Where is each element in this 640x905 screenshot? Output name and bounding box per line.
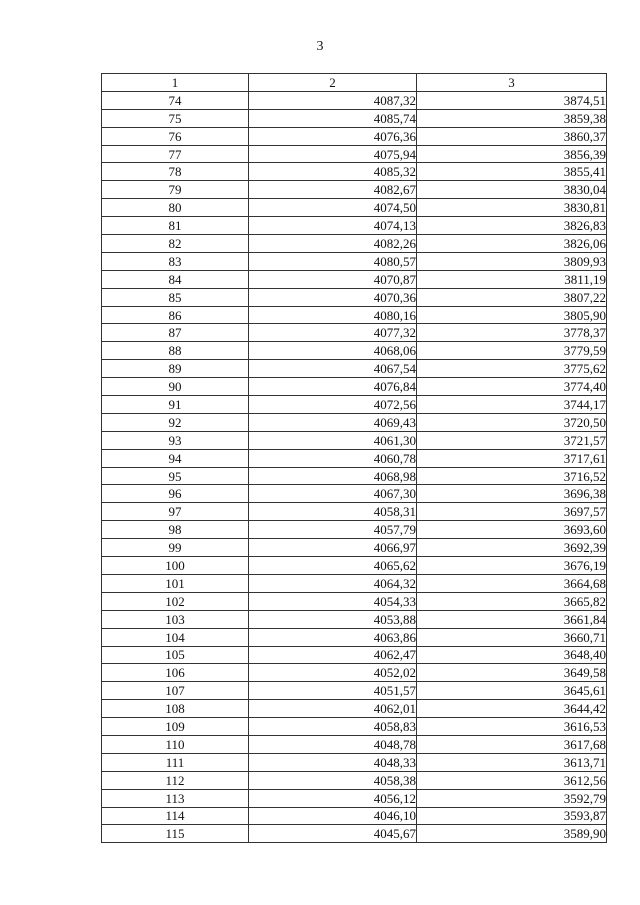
y-coordinate-cell: 3696,38: [417, 485, 607, 503]
y-coordinate-cell: 3616,53: [417, 718, 607, 736]
coordinates-table: [101, 73, 607, 843]
column-header-1: 1: [102, 74, 249, 92]
point-number-cell: 98: [102, 521, 249, 539]
y-coordinate-cell: 3774,40: [417, 378, 607, 396]
column-header-2: 2: [249, 74, 417, 92]
table-row: [102, 735, 607, 753]
y-coordinate-cell: 3830,04: [417, 181, 607, 199]
y-coordinate-cell: 3830,81: [417, 199, 607, 217]
x-coordinate-cell: 4060,78: [249, 449, 417, 467]
table-row: [102, 700, 607, 718]
y-coordinate-cell: 3779,59: [417, 342, 607, 360]
x-coordinate-cell: 4085,74: [249, 109, 417, 127]
table-row: [102, 252, 607, 270]
x-coordinate-cell: 4074,50: [249, 199, 417, 217]
point-number-cell: 106: [102, 664, 249, 682]
x-coordinate-cell: 4058,83: [249, 718, 417, 736]
y-coordinate-cell: 3811,19: [417, 270, 607, 288]
y-coordinate-cell: 3693,60: [417, 521, 607, 539]
x-coordinate-cell: 4058,31: [249, 503, 417, 521]
x-coordinate-cell: 4066,97: [249, 539, 417, 557]
y-coordinate-cell: 3778,37: [417, 324, 607, 342]
x-coordinate-cell: 4056,12: [249, 789, 417, 807]
point-number-cell: 100: [102, 557, 249, 575]
x-coordinate-cell: 4082,67: [249, 181, 417, 199]
x-coordinate-cell: 4072,56: [249, 396, 417, 414]
page-number: 3: [316, 39, 324, 54]
y-coordinate-cell: 3645,61: [417, 682, 607, 700]
table-row: [102, 664, 607, 682]
x-coordinate-cell: 4061,30: [249, 431, 417, 449]
point-number-cell: 97: [102, 503, 249, 521]
y-coordinate-cell: 3874,51: [417, 91, 607, 109]
point-number-cell: 91: [102, 396, 249, 414]
point-number-cell: 108: [102, 700, 249, 718]
point-number-cell: 93: [102, 431, 249, 449]
y-coordinate-cell: 3809,93: [417, 252, 607, 270]
y-coordinate-cell: 3807,22: [417, 288, 607, 306]
y-coordinate-cell: 3859,38: [417, 109, 607, 127]
y-coordinate-cell: 3717,61: [417, 449, 607, 467]
table-row: [102, 324, 607, 342]
point-number-cell: 84: [102, 270, 249, 288]
point-number-cell: 86: [102, 306, 249, 324]
table-row: [102, 145, 607, 163]
y-coordinate-cell: 3676,19: [417, 557, 607, 575]
x-coordinate-cell: 4064,32: [249, 574, 417, 592]
table-row: [102, 539, 607, 557]
table-row: [102, 807, 607, 825]
table-row: [102, 521, 607, 539]
table-row: [102, 217, 607, 235]
x-coordinate-cell: 4046,10: [249, 807, 417, 825]
y-coordinate-cell: 3775,62: [417, 360, 607, 378]
table-row: [102, 753, 607, 771]
point-number-cell: 102: [102, 592, 249, 610]
y-coordinate-cell: 3744,17: [417, 396, 607, 414]
point-number-cell: 90: [102, 378, 249, 396]
point-number-cell: 110: [102, 735, 249, 753]
table-row: [102, 413, 607, 431]
point-number-cell: 85: [102, 288, 249, 306]
y-coordinate-cell: 3589,90: [417, 825, 607, 843]
x-coordinate-cell: 4068,98: [249, 467, 417, 485]
x-coordinate-cell: 4074,13: [249, 217, 417, 235]
y-coordinate-cell: 3665,82: [417, 592, 607, 610]
table-row: [102, 235, 607, 253]
table-row: [102, 718, 607, 736]
table-body: [102, 91, 607, 842]
x-coordinate-cell: 4067,30: [249, 485, 417, 503]
point-number-cell: 82: [102, 235, 249, 253]
x-coordinate-cell: 4052,02: [249, 664, 417, 682]
point-number-cell: 88: [102, 342, 249, 360]
y-coordinate-cell: 3826,83: [417, 217, 607, 235]
y-coordinate-cell: 3805,90: [417, 306, 607, 324]
table-header-row: [102, 74, 607, 92]
x-coordinate-cell: 4045,67: [249, 825, 417, 843]
y-coordinate-cell: 3721,57: [417, 431, 607, 449]
point-number-cell: 101: [102, 574, 249, 592]
table-row: [102, 592, 607, 610]
point-number-cell: 103: [102, 610, 249, 628]
y-coordinate-cell: 3697,57: [417, 503, 607, 521]
y-coordinate-cell: 3860,37: [417, 127, 607, 145]
y-coordinate-cell: 3856,39: [417, 145, 607, 163]
column-header-3: 3: [417, 74, 607, 92]
point-number-cell: 105: [102, 646, 249, 664]
table-row: [102, 682, 607, 700]
x-coordinate-cell: 4070,87: [249, 270, 417, 288]
point-number-cell: 94: [102, 449, 249, 467]
x-coordinate-cell: 4067,54: [249, 360, 417, 378]
y-coordinate-cell: 3593,87: [417, 807, 607, 825]
point-number-cell: 92: [102, 413, 249, 431]
point-number-cell: 78: [102, 163, 249, 181]
table-row: [102, 485, 607, 503]
x-coordinate-cell: 4082,26: [249, 235, 417, 253]
x-coordinate-cell: 4063,86: [249, 628, 417, 646]
y-coordinate-cell: 3716,52: [417, 467, 607, 485]
table-row: [102, 360, 607, 378]
x-coordinate-cell: 4054,33: [249, 592, 417, 610]
point-number-cell: 99: [102, 539, 249, 557]
y-coordinate-cell: 3613,71: [417, 753, 607, 771]
point-number-cell: 89: [102, 360, 249, 378]
table-row: [102, 646, 607, 664]
point-number-cell: 109: [102, 718, 249, 736]
table-row: [102, 557, 607, 575]
table-row: [102, 306, 607, 324]
x-coordinate-cell: 4087,32: [249, 91, 417, 109]
y-coordinate-cell: 3826,06: [417, 235, 607, 253]
y-coordinate-cell: 3612,56: [417, 771, 607, 789]
table-row: [102, 270, 607, 288]
table-row: [102, 467, 607, 485]
x-coordinate-cell: 4048,78: [249, 735, 417, 753]
x-coordinate-cell: 4069,43: [249, 413, 417, 431]
point-number-cell: 74: [102, 91, 249, 109]
point-number-cell: 83: [102, 252, 249, 270]
y-coordinate-cell: 3649,58: [417, 664, 607, 682]
table-row: [102, 378, 607, 396]
table-row: [102, 771, 607, 789]
point-number-cell: 95: [102, 467, 249, 485]
table-row: [102, 825, 607, 843]
table-row: [102, 503, 607, 521]
point-number-cell: 81: [102, 217, 249, 235]
table-row: [102, 91, 607, 109]
x-coordinate-cell: 4062,01: [249, 700, 417, 718]
table-row: [102, 127, 607, 145]
y-coordinate-cell: 3644,42: [417, 700, 607, 718]
point-number-cell: 112: [102, 771, 249, 789]
x-coordinate-cell: 4058,38: [249, 771, 417, 789]
point-number-cell: 76: [102, 127, 249, 145]
point-number-cell: 113: [102, 789, 249, 807]
point-number-cell: 104: [102, 628, 249, 646]
y-coordinate-cell: 3720,50: [417, 413, 607, 431]
x-coordinate-cell: 4070,36: [249, 288, 417, 306]
y-coordinate-cell: 3692,39: [417, 539, 607, 557]
x-coordinate-cell: 4076,84: [249, 378, 417, 396]
point-number-cell: 79: [102, 181, 249, 199]
x-coordinate-cell: 4062,47: [249, 646, 417, 664]
point-number-cell: 80: [102, 199, 249, 217]
table-row: [102, 288, 607, 306]
point-number-cell: 114: [102, 807, 249, 825]
y-coordinate-cell: 3648,40: [417, 646, 607, 664]
table-row: [102, 199, 607, 217]
table-row: [102, 163, 607, 181]
point-number-cell: 107: [102, 682, 249, 700]
point-number-cell: 111: [102, 753, 249, 771]
y-coordinate-cell: 3592,79: [417, 789, 607, 807]
table-row: [102, 449, 607, 467]
y-coordinate-cell: 3660,71: [417, 628, 607, 646]
table-row: [102, 342, 607, 360]
x-coordinate-cell: 4085,32: [249, 163, 417, 181]
y-coordinate-cell: 3661,84: [417, 610, 607, 628]
x-coordinate-cell: 4076,36: [249, 127, 417, 145]
x-coordinate-cell: 4057,79: [249, 521, 417, 539]
table-row: [102, 628, 607, 646]
x-coordinate-cell: 4075,94: [249, 145, 417, 163]
point-number-cell: 115: [102, 825, 249, 843]
y-coordinate-cell: 3855,41: [417, 163, 607, 181]
x-coordinate-cell: 4048,33: [249, 753, 417, 771]
y-coordinate-cell: 3617,68: [417, 735, 607, 753]
table-row: [102, 574, 607, 592]
table-row: [102, 431, 607, 449]
x-coordinate-cell: 4051,57: [249, 682, 417, 700]
table-row: [102, 396, 607, 414]
point-number-cell: 77: [102, 145, 249, 163]
x-coordinate-cell: 4068,06: [249, 342, 417, 360]
x-coordinate-cell: 4065,62: [249, 557, 417, 575]
y-coordinate-cell: 3664,68: [417, 574, 607, 592]
table-row: [102, 181, 607, 199]
point-number-cell: 96: [102, 485, 249, 503]
table-row: [102, 109, 607, 127]
table-row: [102, 610, 607, 628]
table-row: [102, 789, 607, 807]
x-coordinate-cell: 4080,57: [249, 252, 417, 270]
x-coordinate-cell: 4053,88: [249, 610, 417, 628]
x-coordinate-cell: 4080,16: [249, 306, 417, 324]
point-number-cell: 75: [102, 109, 249, 127]
point-number-cell: 87: [102, 324, 249, 342]
x-coordinate-cell: 4077,32: [249, 324, 417, 342]
